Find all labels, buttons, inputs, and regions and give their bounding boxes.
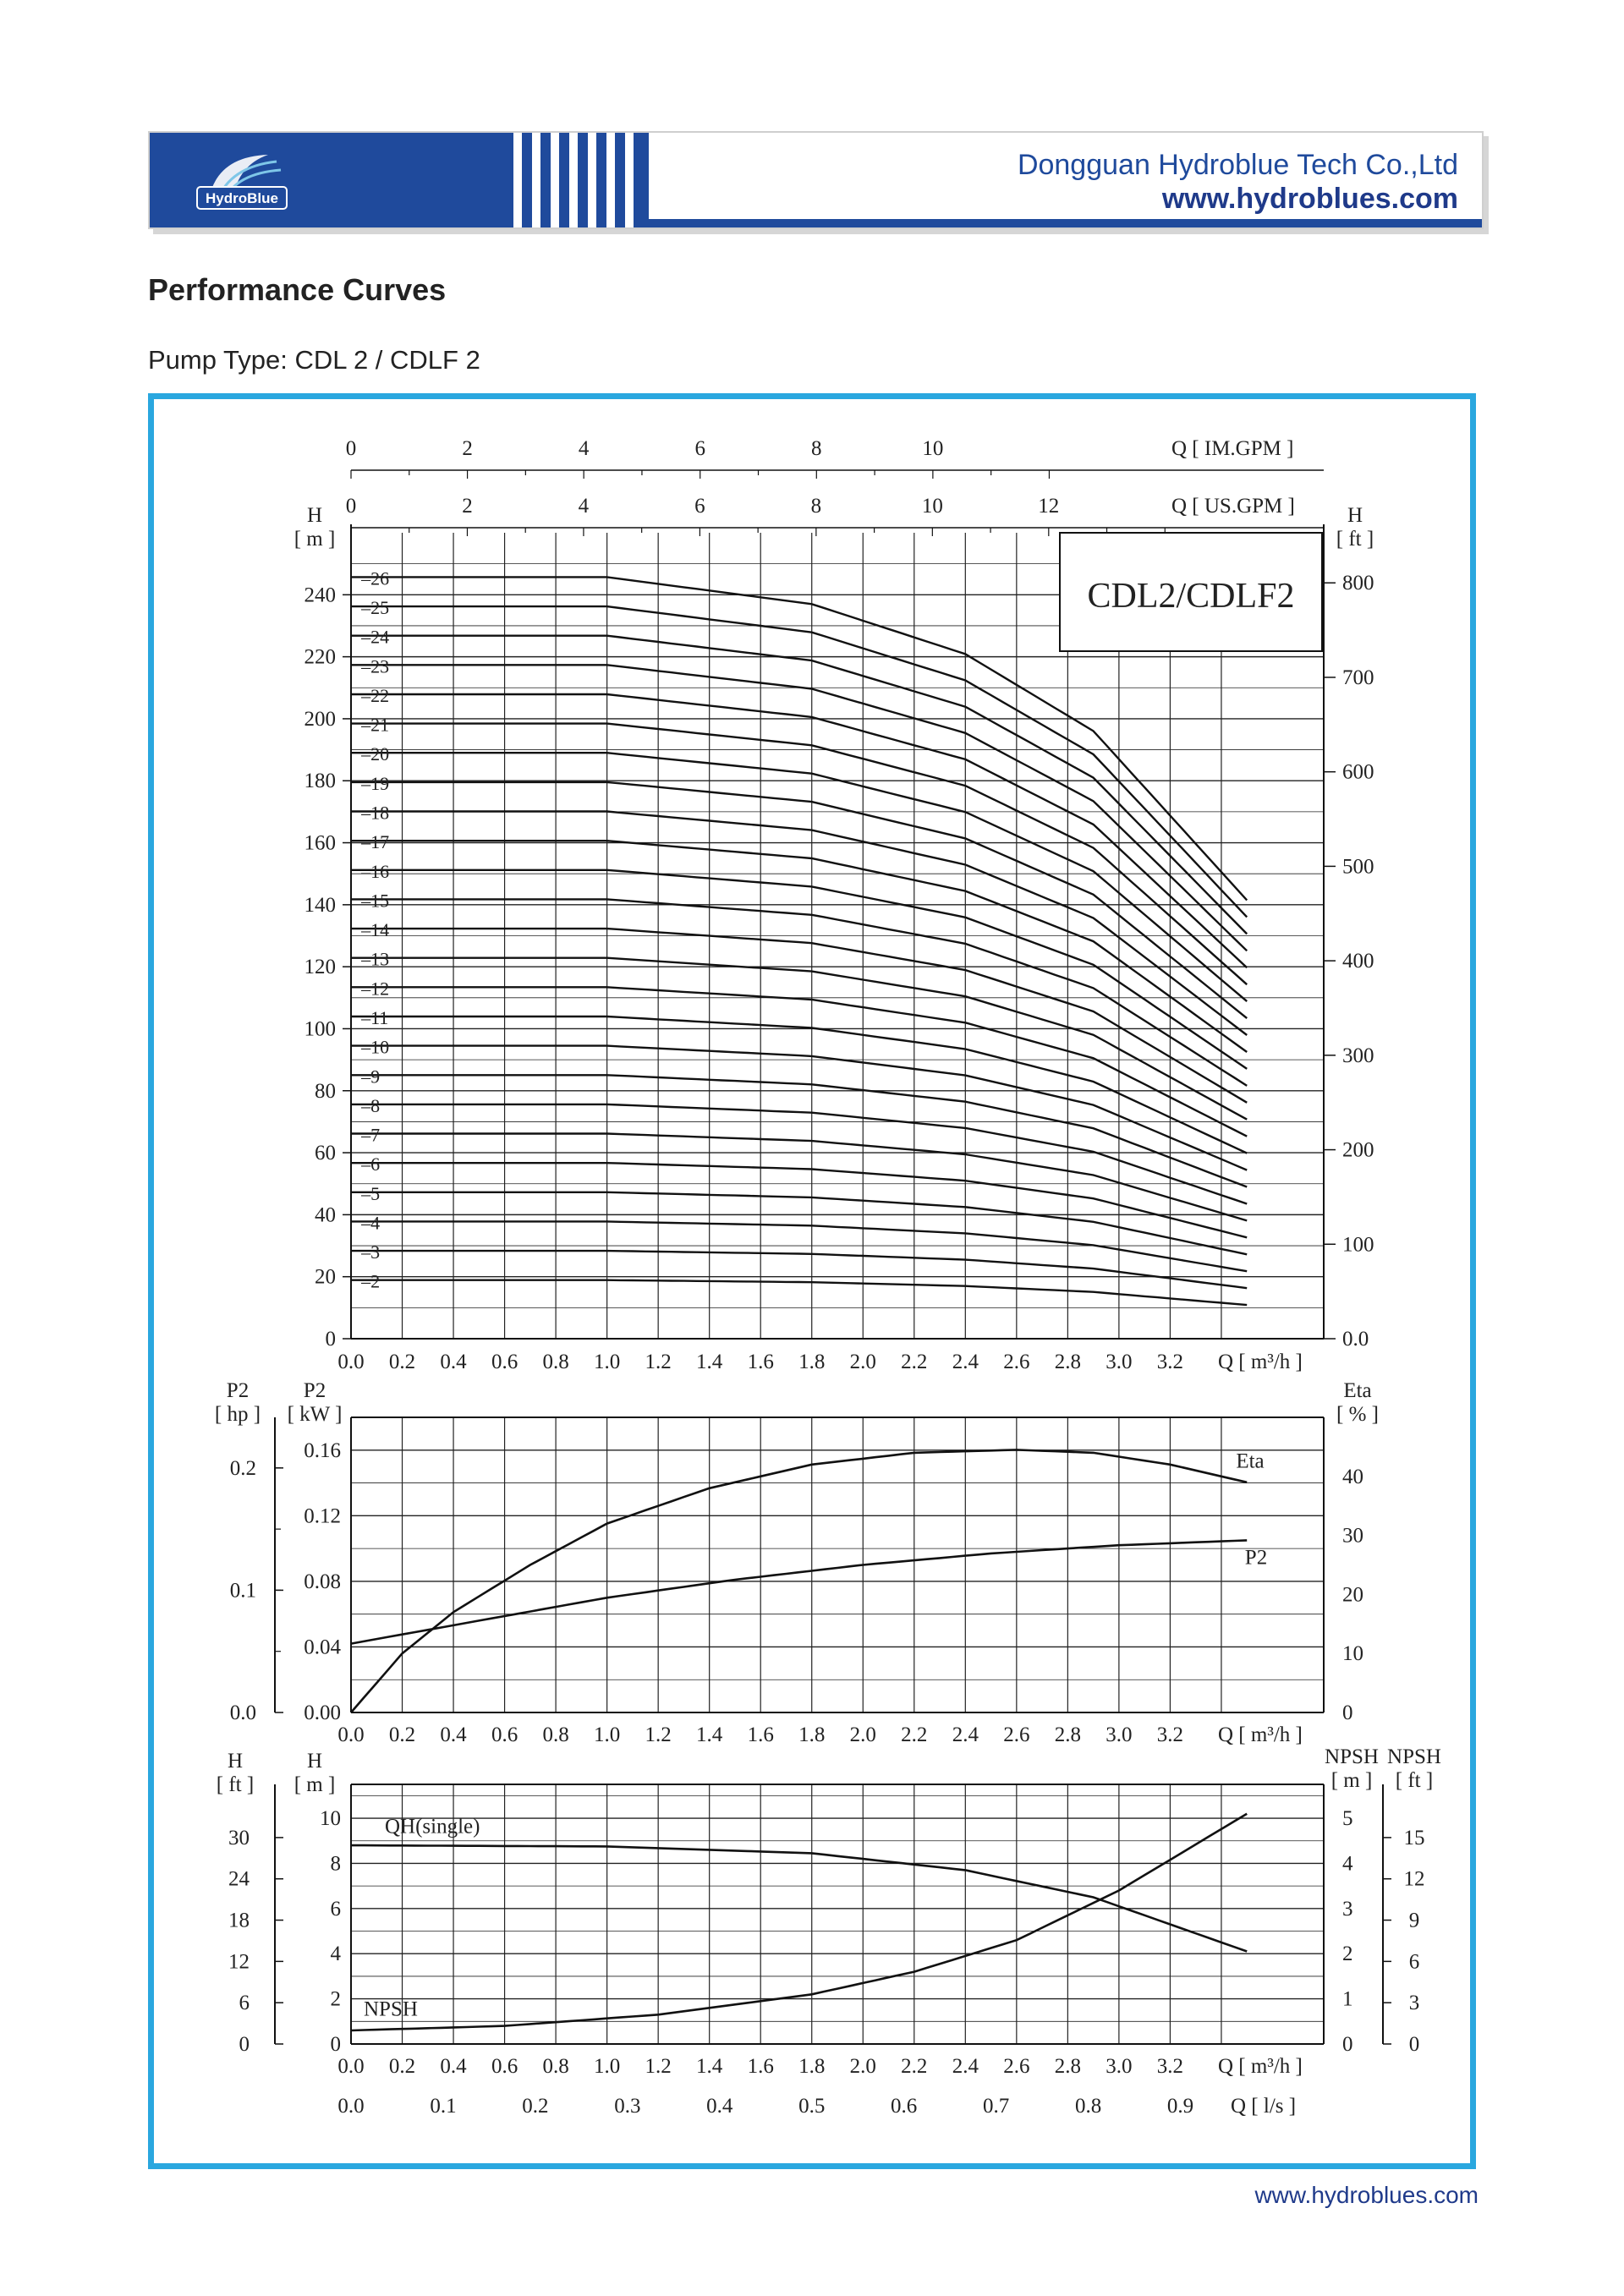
n-xlabel-11: 2.2 bbox=[901, 2055, 928, 2078]
npshm-label-2: 2 bbox=[1342, 1943, 1353, 1966]
h-xlabel-7: 1.4 bbox=[696, 1351, 723, 1373]
stage-label-11: –11 bbox=[361, 1006, 389, 1028]
eta-label-4: 40 bbox=[1342, 1465, 1363, 1488]
n-xlabel-1: 0.2 bbox=[388, 2055, 416, 2078]
hft-label-1: 6 bbox=[239, 1992, 250, 2015]
usgpm-label-4: 8 bbox=[810, 495, 822, 518]
logo-text: HydroBlue bbox=[206, 190, 278, 206]
h-xlabel-3: 0.6 bbox=[491, 1351, 518, 1373]
npshm-label-4: 4 bbox=[1342, 1852, 1353, 1876]
stage-label-4: –4 bbox=[361, 1212, 381, 1234]
h-ylabel-4: 80 bbox=[315, 1079, 336, 1103]
n-xaxis-title: Q [ m³/h ] bbox=[1218, 2055, 1303, 2078]
ls-label-8: 0.8 bbox=[1074, 2095, 1102, 2118]
usgpm-label-0: 0 bbox=[345, 495, 357, 518]
p-xlabel-6: 1.2 bbox=[645, 1723, 672, 1746]
hm-label-1: 2 bbox=[330, 1987, 341, 2011]
p-xlabel-0: 0.0 bbox=[337, 1723, 365, 1746]
p-xlabel-12: 2.4 bbox=[952, 1723, 979, 1746]
ft-label-2: 200 bbox=[1342, 1138, 1374, 1162]
hp-label-0: 0.0 bbox=[229, 1701, 256, 1724]
usgpm-title: Q [ US.GPM ] bbox=[1171, 495, 1295, 518]
h-ylabel-1: 20 bbox=[315, 1265, 336, 1289]
h-xlabel-12: 2.4 bbox=[952, 1351, 979, 1373]
h-yaxis-title: H bbox=[306, 504, 323, 527]
h-xlabel-11: 2.2 bbox=[901, 1351, 928, 1373]
stage-label-23: –23 bbox=[361, 655, 390, 677]
h-xaxis-title: Q [ m³/h ] bbox=[1218, 1351, 1303, 1373]
eta-label-3: 30 bbox=[1342, 1524, 1363, 1548]
n-xlabel-6: 1.2 bbox=[645, 2055, 672, 2078]
p-xlabel-2: 0.4 bbox=[440, 1723, 467, 1746]
ft-label-0: 0.0 bbox=[1342, 1328, 1369, 1351]
p-xlabel-10: 2.0 bbox=[849, 1723, 876, 1746]
p-xlabel-7: 1.4 bbox=[696, 1723, 723, 1746]
p-xaxis-title: Q [ m³/h ] bbox=[1218, 1723, 1303, 1746]
stage-label-19: –19 bbox=[361, 772, 390, 794]
ls-label-1: 0.1 bbox=[430, 2095, 457, 2118]
p-xlabel-5: 1.0 bbox=[594, 1723, 621, 1746]
p-xlabel-16: 3.2 bbox=[1156, 1723, 1184, 1746]
stage-curve-2 bbox=[351, 1280, 1247, 1305]
kw-label-2: 0.08 bbox=[304, 1570, 341, 1593]
n-xlabel-12: 2.4 bbox=[952, 2055, 979, 2078]
stage-label-18: –18 bbox=[361, 802, 390, 824]
h-ylabel-0: 0 bbox=[325, 1328, 336, 1351]
imgpm-label-4: 8 bbox=[811, 437, 822, 460]
hft-label-3: 18 bbox=[228, 1909, 250, 1932]
stage-label-15: –15 bbox=[361, 890, 390, 912]
ft-label-7: 700 bbox=[1342, 666, 1374, 689]
hft-unit: [ ft ] bbox=[216, 1773, 255, 1796]
stage-curve-17 bbox=[351, 841, 1247, 1052]
stage-label-5: –5 bbox=[361, 1182, 381, 1204]
n-xlabel-9: 1.8 bbox=[798, 2055, 826, 2078]
hm-label-5: 10 bbox=[320, 1807, 341, 1831]
hp-label-2: 0.2 bbox=[229, 1456, 256, 1480]
imgpm-label-2: 4 bbox=[578, 437, 590, 460]
n-xlabel-14: 2.8 bbox=[1054, 2055, 1081, 2078]
h-ylabel-12: 240 bbox=[304, 584, 336, 607]
n-xlabel-4: 0.8 bbox=[542, 2055, 569, 2078]
npshm-label-3: 3 bbox=[1342, 1897, 1353, 1921]
stage-label-21: –21 bbox=[361, 714, 390, 736]
h-xlabel-2: 0.4 bbox=[440, 1351, 467, 1373]
stage-curve-20 bbox=[351, 753, 1247, 1001]
hft-label-4: 24 bbox=[228, 1867, 250, 1891]
h-yaxis-unit: [ m ] bbox=[294, 528, 336, 551]
ft-label-5: 500 bbox=[1342, 855, 1374, 879]
stage-curve-21 bbox=[351, 724, 1247, 985]
stage-label-22: –22 bbox=[361, 684, 390, 706]
hft-title: H bbox=[227, 1750, 244, 1773]
stage-curve-4 bbox=[351, 1221, 1247, 1271]
pump-type: Pump Type: CDL 2 / CDLF 2 bbox=[148, 345, 480, 375]
eta-title: Eta bbox=[1343, 1379, 1372, 1402]
npshft-unit: [ ft ] bbox=[1395, 1769, 1434, 1792]
stage-label-9: –9 bbox=[361, 1066, 381, 1088]
footer-website[interactable]: www.hydroblues.com bbox=[1254, 2182, 1479, 2208]
kw-label-0: 0.00 bbox=[304, 1701, 341, 1724]
h-ylabel-2: 40 bbox=[315, 1203, 336, 1227]
npshft-label-3: 9 bbox=[1408, 1909, 1420, 1932]
p-xlabel-14: 2.8 bbox=[1054, 1723, 1081, 1746]
p-xlabel-1: 0.2 bbox=[388, 1723, 416, 1746]
usgpm-label-1: 2 bbox=[462, 495, 473, 518]
hft-label-0: 0 bbox=[239, 2033, 250, 2056]
p-xlabel-15: 3.0 bbox=[1106, 1723, 1133, 1746]
kw-label-4: 0.16 bbox=[304, 1438, 341, 1462]
page-title: Performance Curves bbox=[148, 272, 447, 307]
eta-label-1: 10 bbox=[1342, 1642, 1363, 1666]
p-xlabel-4: 0.8 bbox=[542, 1723, 569, 1746]
hp-title: P2 bbox=[226, 1379, 250, 1402]
stage-label-16: –16 bbox=[361, 860, 390, 882]
npshft-title: NPSH bbox=[1387, 1745, 1441, 1768]
h-ylabel-11: 220 bbox=[304, 645, 336, 669]
npshft-label-5: 15 bbox=[1403, 1826, 1425, 1849]
n-xlabel-15: 3.0 bbox=[1106, 2055, 1133, 2078]
stage-label-17: –17 bbox=[361, 831, 390, 853]
hp-unit: [ hp ] bbox=[214, 1403, 261, 1426]
n-xlabel-0: 0.0 bbox=[337, 2055, 365, 2078]
imgpm-label-1: 2 bbox=[462, 437, 473, 460]
n-xlabel-16: 3.2 bbox=[1156, 2055, 1184, 2078]
npshm-label-1: 1 bbox=[1342, 1987, 1353, 2011]
h-ylabel-9: 180 bbox=[304, 770, 336, 793]
imgpm-title: Q [ IM.GPM ] bbox=[1171, 437, 1294, 460]
ls-label-3: 0.3 bbox=[614, 2095, 641, 2118]
p-xlabel-3: 0.6 bbox=[491, 1723, 518, 1746]
npshm-label-5: 5 bbox=[1342, 1807, 1353, 1831]
company-name: Dongguan Hydroblue Tech Co.,Ltd bbox=[1017, 149, 1458, 181]
h-xlabel-6: 1.2 bbox=[645, 1351, 672, 1373]
ft-label-8: 800 bbox=[1342, 572, 1374, 595]
ls-label-0: 0.0 bbox=[337, 2095, 365, 2118]
p-xlabel-8: 1.6 bbox=[747, 1723, 774, 1746]
h-xlabel-9: 1.8 bbox=[798, 1351, 826, 1373]
ls-label-9: 0.9 bbox=[1166, 2095, 1194, 2118]
stage-curve-8 bbox=[351, 1104, 1247, 1204]
stage-label-25: –25 bbox=[361, 597, 390, 619]
ls-label-4: 0.4 bbox=[706, 2095, 733, 2118]
npshm-unit: [ m ] bbox=[1330, 1769, 1373, 1792]
stage-label-14: –14 bbox=[361, 919, 390, 941]
h-xlabel-5: 1.0 bbox=[594, 1351, 621, 1373]
npshft-label-1: 3 bbox=[1408, 1992, 1420, 2015]
ls-label-6: 0.6 bbox=[891, 2095, 918, 2118]
hm-title: H bbox=[306, 1750, 323, 1773]
h-xlabel-8: 1.6 bbox=[747, 1351, 774, 1373]
ls-label-7: 0.7 bbox=[983, 2095, 1010, 2118]
kw-unit: [ kW ] bbox=[287, 1403, 343, 1426]
model-title: CDL2/CDLF2 bbox=[1087, 577, 1295, 616]
h-ylabel-5: 100 bbox=[304, 1017, 336, 1041]
stage-label-20: –20 bbox=[361, 743, 390, 765]
stage-label-7: –7 bbox=[361, 1124, 381, 1146]
hp-label-1: 0.1 bbox=[229, 1579, 256, 1603]
h-ylabel-8: 160 bbox=[304, 831, 336, 855]
stage-label-12: –12 bbox=[361, 978, 390, 1000]
h-xlabel-1: 0.2 bbox=[388, 1351, 416, 1373]
h-xlabel-14: 2.8 bbox=[1054, 1351, 1081, 1373]
h-xlabel-15: 3.0 bbox=[1106, 1351, 1133, 1373]
stage-curve-13 bbox=[351, 958, 1247, 1120]
hm-label-4: 8 bbox=[330, 1852, 341, 1876]
hm-unit: [ m ] bbox=[294, 1773, 336, 1796]
stage-curve-23 bbox=[351, 665, 1247, 951]
h-xlabel-4: 0.8 bbox=[542, 1351, 569, 1373]
ft-label-3: 300 bbox=[1342, 1044, 1374, 1067]
stage-label-2: –2 bbox=[361, 1270, 381, 1292]
kw-label-1: 0.04 bbox=[304, 1636, 341, 1659]
ls-label-2: 0.2 bbox=[522, 2095, 549, 2118]
usgpm-label-6: 12 bbox=[1038, 495, 1060, 518]
imgpm-label-0: 0 bbox=[345, 437, 357, 460]
imgpm-label-5: 10 bbox=[922, 437, 944, 460]
ft-axis-unit: [ ft ] bbox=[1336, 528, 1374, 551]
hm-label-0: 0 bbox=[330, 2033, 341, 2056]
ft-axis-title: H bbox=[1347, 504, 1363, 527]
stage-curve-7 bbox=[351, 1134, 1247, 1221]
n-xlabel-5: 1.0 bbox=[594, 2055, 621, 2078]
p-xlabel-11: 2.2 bbox=[901, 1723, 928, 1746]
h-xlabel-0: 0.0 bbox=[337, 1351, 365, 1373]
kw-label-3: 0.12 bbox=[304, 1504, 341, 1528]
h-ylabel-3: 60 bbox=[315, 1142, 336, 1165]
n-xlabel-2: 0.4 bbox=[440, 2055, 467, 2078]
p2-curve-label: P2 bbox=[1244, 1546, 1268, 1570]
hm-label-2: 4 bbox=[330, 1943, 341, 1966]
ls-axis-title: Q [ l/s ] bbox=[1231, 2095, 1297, 2118]
stage-curve-5 bbox=[351, 1192, 1247, 1255]
npsh-label: NPSH bbox=[364, 1997, 418, 2021]
eta-label-0: 0 bbox=[1342, 1701, 1353, 1724]
stage-curve-22 bbox=[351, 694, 1247, 967]
npshm-label-0: 0 bbox=[1342, 2033, 1353, 2056]
ft-label-4: 400 bbox=[1342, 950, 1374, 973]
ft-label-1: 100 bbox=[1342, 1233, 1374, 1257]
h-ylabel-10: 200 bbox=[304, 707, 336, 731]
stage-curve-24 bbox=[351, 636, 1247, 934]
n-xlabel-10: 2.0 bbox=[849, 2055, 876, 2078]
hm-label-3: 6 bbox=[330, 1897, 341, 1921]
qh-single-label: QH(single) bbox=[385, 1815, 480, 1838]
p-xlabel-9: 1.8 bbox=[798, 1723, 826, 1746]
n-xlabel-7: 1.4 bbox=[696, 2055, 723, 2078]
h-ylabel-6: 120 bbox=[304, 956, 336, 979]
stage-label-6: –6 bbox=[361, 1153, 381, 1175]
eta-label-2: 20 bbox=[1342, 1583, 1363, 1607]
p-xlabel-13: 2.6 bbox=[1003, 1723, 1030, 1746]
n-xlabel-3: 0.6 bbox=[491, 2055, 518, 2078]
usgpm-label-3: 6 bbox=[694, 495, 705, 518]
hft-label-5: 30 bbox=[228, 1826, 250, 1849]
ls-label-5: 0.5 bbox=[798, 2095, 826, 2118]
ft-label-6: 600 bbox=[1342, 760, 1374, 784]
usgpm-label-5: 10 bbox=[921, 495, 943, 518]
stage-label-10: –10 bbox=[361, 1036, 390, 1058]
company-website[interactable]: www.hydroblues.com bbox=[1161, 183, 1458, 215]
h-xlabel-13: 2.6 bbox=[1003, 1351, 1030, 1373]
qh-single-curve bbox=[351, 1845, 1247, 1951]
stage-label-26: –26 bbox=[361, 567, 390, 589]
stage-curve-18 bbox=[351, 812, 1247, 1036]
eta-curve-label: Eta bbox=[1236, 1449, 1265, 1473]
stage-label-24: –24 bbox=[361, 626, 390, 648]
stage-curve-15 bbox=[351, 899, 1247, 1086]
npshft-label-0: 0 bbox=[1408, 2033, 1420, 2056]
npshm-title: NPSH bbox=[1325, 1745, 1379, 1768]
stage-label-3: –3 bbox=[361, 1241, 381, 1263]
npshft-label-2: 6 bbox=[1408, 1950, 1420, 1974]
stage-label-8: –8 bbox=[361, 1094, 381, 1116]
usgpm-label-2: 4 bbox=[578, 495, 590, 518]
h-xlabel-16: 3.2 bbox=[1156, 1351, 1184, 1373]
n-xlabel-8: 1.6 bbox=[747, 2055, 774, 2078]
stage-label-13: –13 bbox=[361, 948, 390, 970]
stage-curve-9 bbox=[351, 1075, 1247, 1186]
npshft-label-4: 12 bbox=[1403, 1867, 1425, 1891]
stage-curve-10 bbox=[351, 1046, 1247, 1170]
n-xlabel-13: 2.6 bbox=[1003, 2055, 1030, 2078]
imgpm-label-3: 6 bbox=[694, 437, 705, 460]
h-ylabel-7: 140 bbox=[304, 893, 336, 917]
h-xlabel-10: 2.0 bbox=[849, 1351, 876, 1373]
kw-title: P2 bbox=[303, 1379, 326, 1402]
eta-unit: [ % ] bbox=[1336, 1403, 1379, 1426]
hft-label-2: 12 bbox=[228, 1950, 250, 1974]
